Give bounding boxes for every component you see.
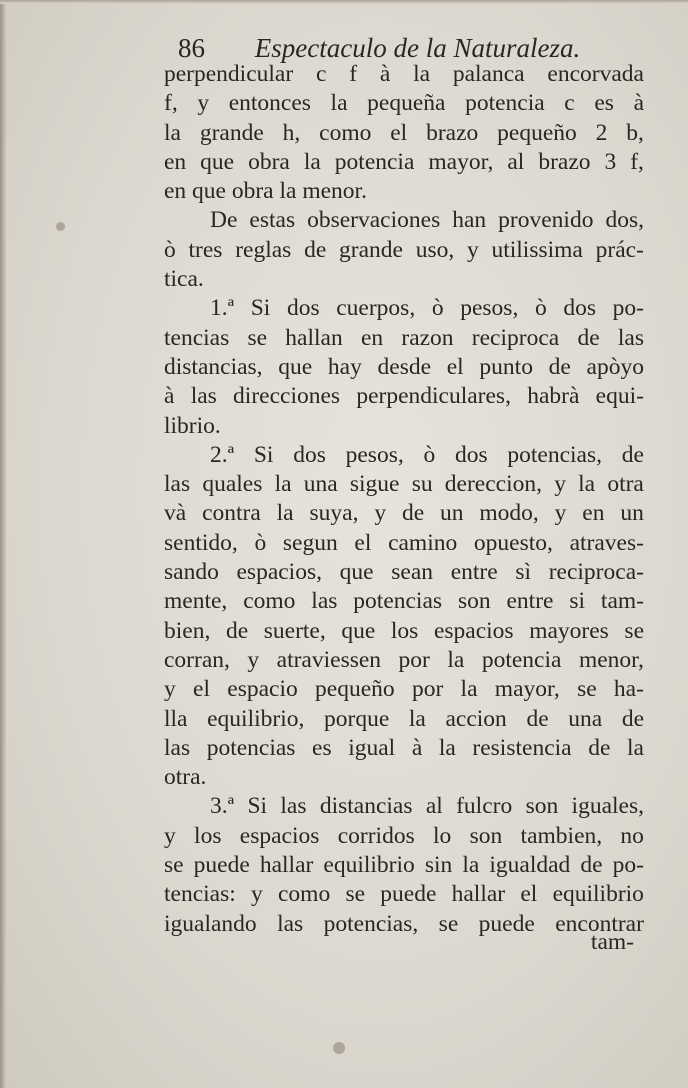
running-title: Espectaculo de la Naturaleza. — [254, 33, 581, 63]
text-line: bien, de suerte, que los espacios mayores se — [164, 617, 644, 644]
body-text — [164, 60, 644, 939]
text-line: tencias se hallan en razon reciproca de las — [164, 324, 644, 351]
text-line: f, y entonces la pequeña potencia c es à — [164, 90, 644, 117]
text-line: y el espacio pequeño por la mayor, se ha- — [164, 676, 644, 703]
text-line: otra. — [164, 764, 207, 791]
page-edge-shadow — [0, 0, 6, 1088]
text-line: librio. — [164, 412, 221, 439]
text-line: ò tres reglas de grande uso, y utilissima prác- — [164, 236, 644, 263]
text-line: distancias, que hay desde el punto de apòyo — [164, 353, 644, 380]
text-line: và contra la suya, y de un modo, y en un — [164, 500, 644, 527]
catchword: tam- — [590, 929, 634, 955]
text-line: la grande h, como el brazo pequeño 2 b, — [164, 119, 644, 146]
text-line: 1.ª Si dos cuerpos, ò pesos, ò dos po- — [210, 295, 644, 322]
paper-foxing-spot — [56, 222, 65, 231]
text-line: perpendicular c f à la palanca encorvada — [164, 61, 644, 87]
page-number: 86 — [178, 33, 205, 63]
text-line: y los espacios corridos lo son tambien, no — [164, 822, 644, 849]
text-line: igualando las potencias, se puede encontrar — [164, 910, 644, 937]
text-line: en que obra la potencia mayor, al brazo 3 f, — [164, 148, 644, 175]
text-line: sentido, ò segun el camino opuesto, atraves- — [164, 529, 644, 556]
text-line: De estas observaciones han provenido dos, — [210, 207, 644, 234]
text-line: tica. — [164, 266, 204, 293]
page-top-shadow — [0, 0, 688, 4]
text-line: à las direcciones perpendiculares, habrà equi- — [164, 383, 644, 410]
text-line: mente, como las potencias son entre si tam- — [164, 588, 644, 615]
paper-foxing-spot — [333, 1042, 345, 1054]
text-line: tencias: y como se puede hallar el equilibrio — [164, 881, 644, 908]
text-line: sando espacios, que sean entre sì reciproca- — [164, 559, 644, 586]
text-line: se puede hallar equilibrio sin la igualdad de po- — [164, 852, 644, 879]
text-line: las quales la una sigue su dereccion, y la otra — [164, 471, 644, 498]
text-line: 3.ª Si las distancias al fulcro son iguales, — [210, 793, 644, 820]
text-line: en que obra la menor. — [164, 178, 367, 205]
text-line: 2.ª Si dos pesos, ò dos potencias, de — [210, 441, 644, 468]
text-line: corran, y atraviessen por la potencia menor, — [164, 646, 644, 673]
text-line: lla equilibrio, porque la accion de una de — [164, 705, 644, 732]
text-line: las potencias es igual à la resistencia de la — [164, 734, 644, 761]
